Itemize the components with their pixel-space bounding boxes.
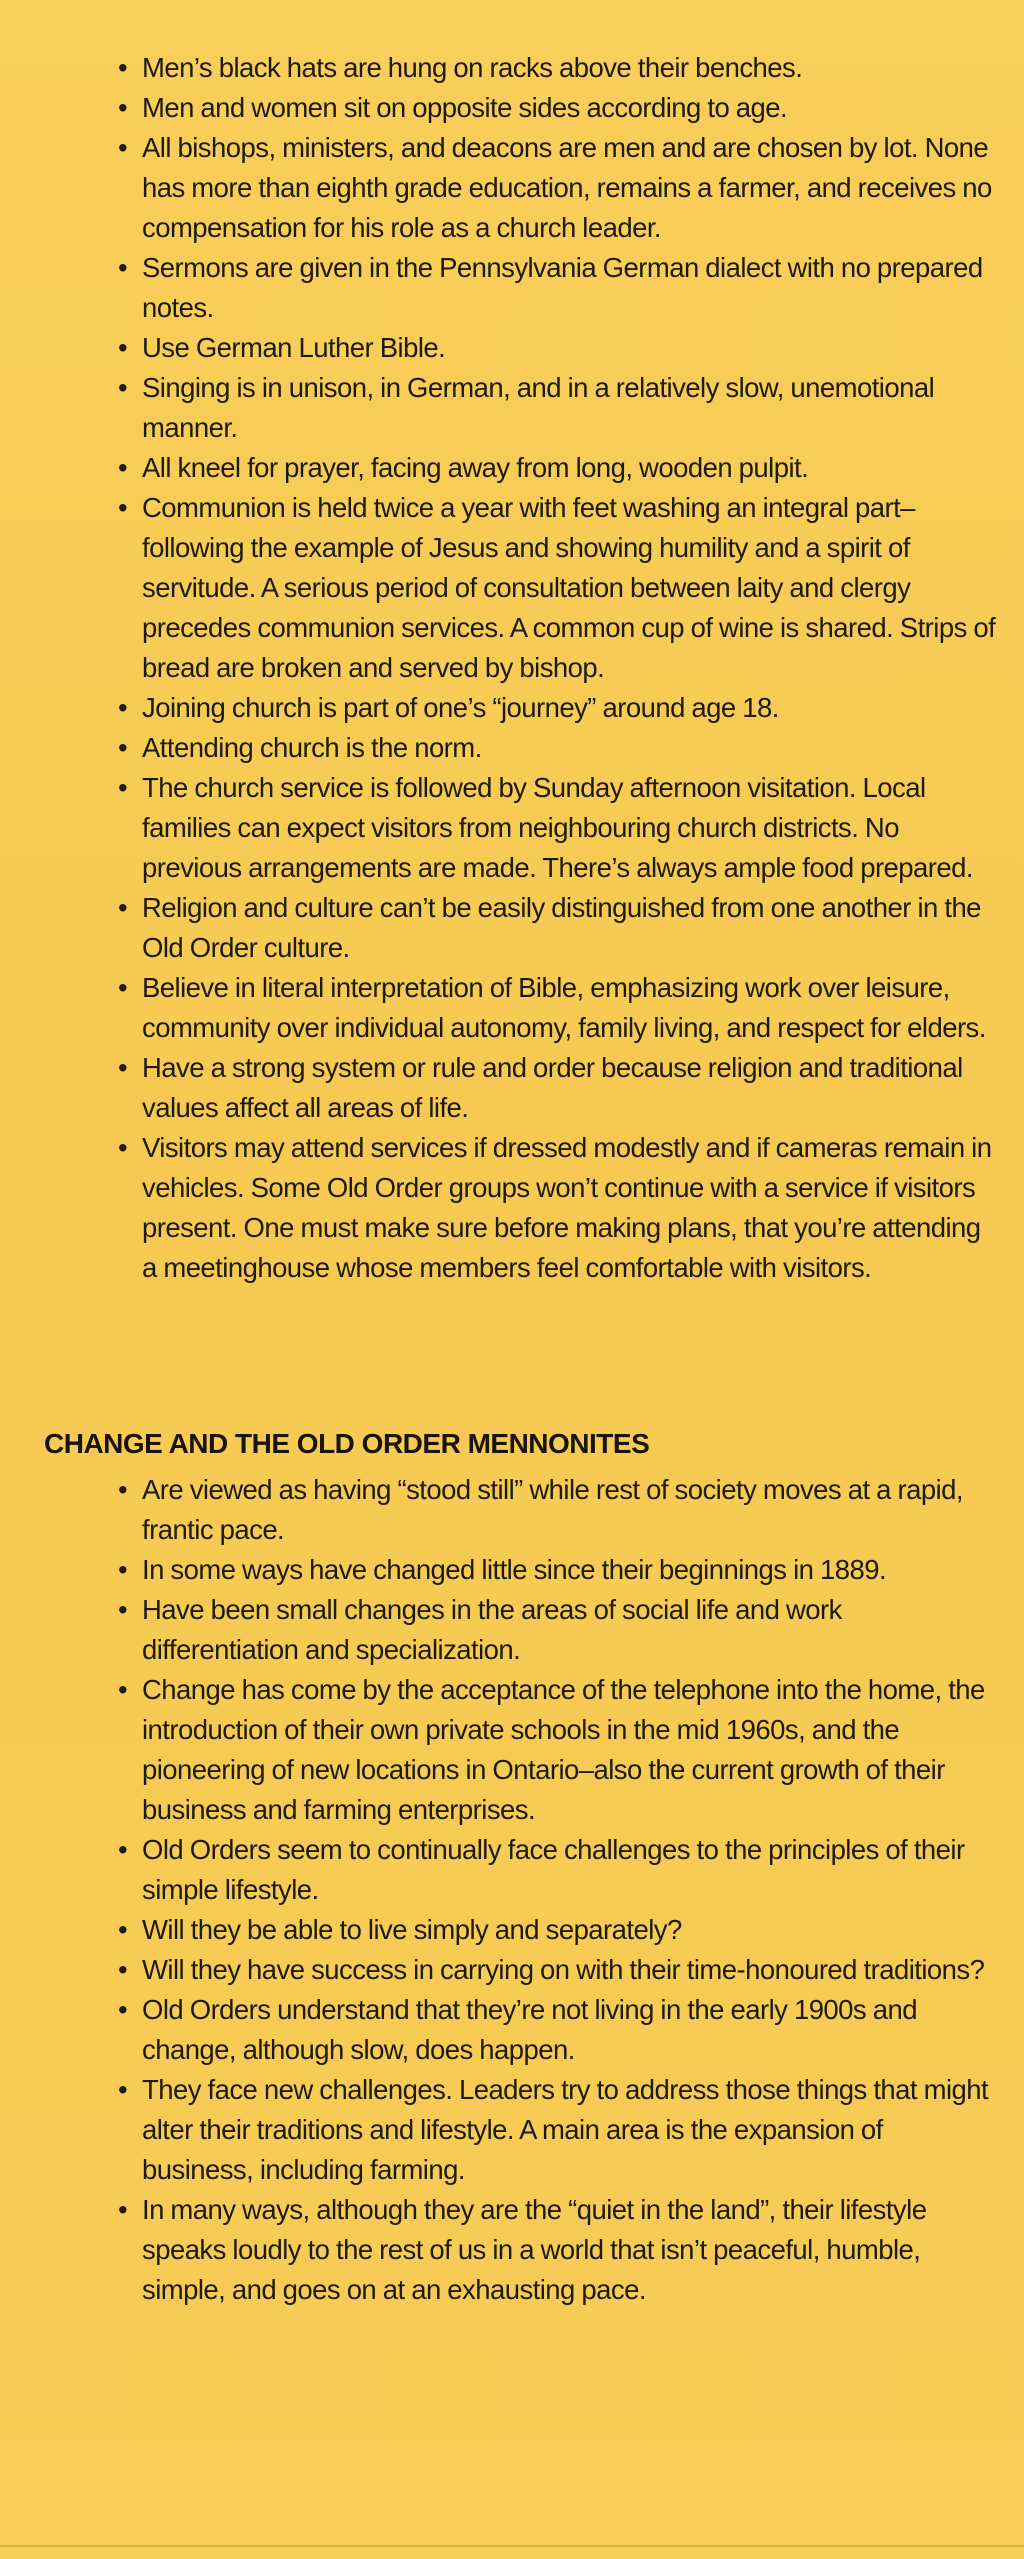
bullet-icon: •	[118, 1132, 128, 1163]
list-item-text: Have a strong system or rule and order because religion and traditional values affect all areas of life.	[142, 1052, 963, 1123]
list-item-text: Religion and culture can’t be easily distinguished from one another in the Old Order culture.	[142, 892, 981, 963]
list-item-text: In some ways have changed little since their beginnings in 1889.	[142, 1554, 887, 1585]
list-item	[118, 128, 998, 248]
list-item	[118, 1830, 998, 1910]
bullet-icon: •	[118, 2074, 128, 2105]
bullet-icon: •	[118, 692, 128, 723]
bullet-icon: •	[118, 1834, 128, 1865]
bullet-icon: •	[118, 1594, 128, 1625]
bullet-icon: •	[118, 372, 128, 403]
list-item	[118, 1910, 998, 1950]
list-item-text: Will they have success in carrying on with their time-honoured traditions?	[142, 1954, 985, 1985]
list-item-text: All bishops, ministers, and deacons are men and are chosen by lot. None has more than eighth grade education, remains a farmer, and receives no compensation for his role as a church leader.	[142, 132, 992, 243]
list-item	[118, 1550, 998, 1590]
list-item-text: Old Orders understand that they’re not living in the early 1900s and change, although slow, does happen.	[142, 1994, 917, 2065]
bullet-icon: •	[118, 1994, 128, 2025]
bottom-rule	[0, 2545, 1024, 2547]
list-item-text: Visitors may attend services if dressed modestly and if cameras remain in vehicles. Some Old Order groups won’t continue with a service if visitors present. One must make sure before making plans, that you’re attending a meetinghouse whose members feel comfortable with visitors.	[142, 1132, 992, 1283]
list-item	[118, 1590, 998, 1670]
list-item	[118, 48, 998, 88]
bullet-icon: •	[118, 1474, 128, 1505]
bullet-icon: •	[118, 772, 128, 803]
bullet-icon: •	[118, 1052, 128, 1083]
list-item	[118, 1670, 998, 1830]
list-item-text: Are viewed as having “stood still” while rest of society moves at a rapid, frantic pace.	[142, 1474, 963, 1545]
list-item-text: Will they be able to live simply and separately?	[142, 1914, 682, 1945]
list-item	[118, 2070, 998, 2190]
bullet-icon: •	[118, 732, 128, 763]
list-item-text: Believe in literal interpretation of Bible, emphasizing work over leisure, community over individual autonomy, family living, and respect for elders.	[142, 972, 986, 1043]
bullet-icon: •	[118, 252, 128, 283]
list-item	[118, 1950, 998, 1990]
bullet-icon: •	[118, 2194, 128, 2225]
bullet-icon: •	[118, 1954, 128, 1985]
list-item	[118, 768, 998, 888]
bullet-icon: •	[118, 452, 128, 483]
list-item-text: Singing is in unison, in German, and in a relatively slow, unemotional manner.	[142, 372, 935, 443]
list-item-text: Have been small changes in the areas of social life and work differentiation and specialization.	[142, 1594, 842, 1665]
list-item-text: Use German Luther Bible.	[142, 332, 446, 363]
list-item	[118, 328, 998, 368]
list-item	[118, 88, 998, 128]
bullet-icon: •	[118, 972, 128, 1003]
list-item-text: In many ways, although they are the “quiet in the land”, their lifestyle speaks loudly to the rest of us in a world that isn’t peaceful, humble, simple, and goes on at an exhausting pace.	[142, 2194, 927, 2305]
list-item	[118, 968, 998, 1048]
list-item-text: Men’s black hats are hung on racks above their benches.	[142, 52, 803, 83]
list-item	[118, 1128, 998, 1288]
list-item	[118, 248, 998, 328]
list-item-text: Sermons are given in the Pennsylvania German dialect with no prepared notes.	[142, 252, 983, 323]
list-item-text: Change has come by the acceptance of the telephone into the home, the introduction of their own private schools in the mid 1960s, and the pioneering of new locations in Ontario–also the current growth of their business and farming enterprises.	[142, 1674, 985, 1825]
list-item	[118, 368, 998, 448]
list-item-text: Communion is held twice a year with feet washing an integral part–following the example of Jesus and showing humility and a spirit of servitude. A serious period of consultation between laity and clergy precedes communion services. A common cup of wine is shared. Strips of bread are broken and served by bishop.	[142, 492, 996, 683]
list-item	[118, 728, 998, 768]
list-item	[118, 2190, 998, 2310]
section-heading: CHANGE AND THE OLD ORDER MENNONITES	[44, 1428, 650, 1459]
bullet-icon: •	[118, 1554, 128, 1585]
bullet-icon: •	[118, 52, 128, 83]
church-practices-list	[118, 48, 998, 1288]
bullet-icon: •	[118, 332, 128, 363]
list-item-text: Old Orders seem to continually face challenges to the principles of their simple lifestyle.	[142, 1834, 965, 1905]
list-item	[118, 448, 998, 488]
list-item	[118, 488, 998, 688]
bullet-icon: •	[118, 892, 128, 923]
list-item-text: Joining church is part of one’s “journey” around age 18.	[142, 692, 779, 723]
list-item	[118, 1990, 998, 2070]
list-item-text: All kneel for prayer, facing away from long, wooden pulpit.	[142, 452, 809, 483]
bullet-icon: •	[118, 492, 128, 523]
bullet-icon: •	[118, 92, 128, 123]
list-item	[118, 1470, 998, 1550]
list-item	[118, 1048, 998, 1128]
list-item	[118, 688, 998, 728]
bullet-icon: •	[118, 132, 128, 163]
list-item-text: Attending church is the norm.	[142, 732, 482, 763]
bullet-icon: •	[118, 1674, 128, 1705]
list-item-text: Men and women sit on opposite sides according to age.	[142, 92, 788, 123]
change-list	[118, 1470, 998, 2310]
list-item	[118, 888, 998, 968]
list-item-text: They face new challenges. Leaders try to address those things that might alter their traditions and lifestyle. A main area is the expansion of business, including farming.	[142, 2074, 989, 2185]
list-item-text: The church service is followed by Sunday afternoon visitation. Local families can expect visitors from neighbouring church districts. No previous arrangements are made. There’s always ample food prepared.	[142, 772, 973, 883]
bullet-icon: •	[118, 1914, 128, 1945]
